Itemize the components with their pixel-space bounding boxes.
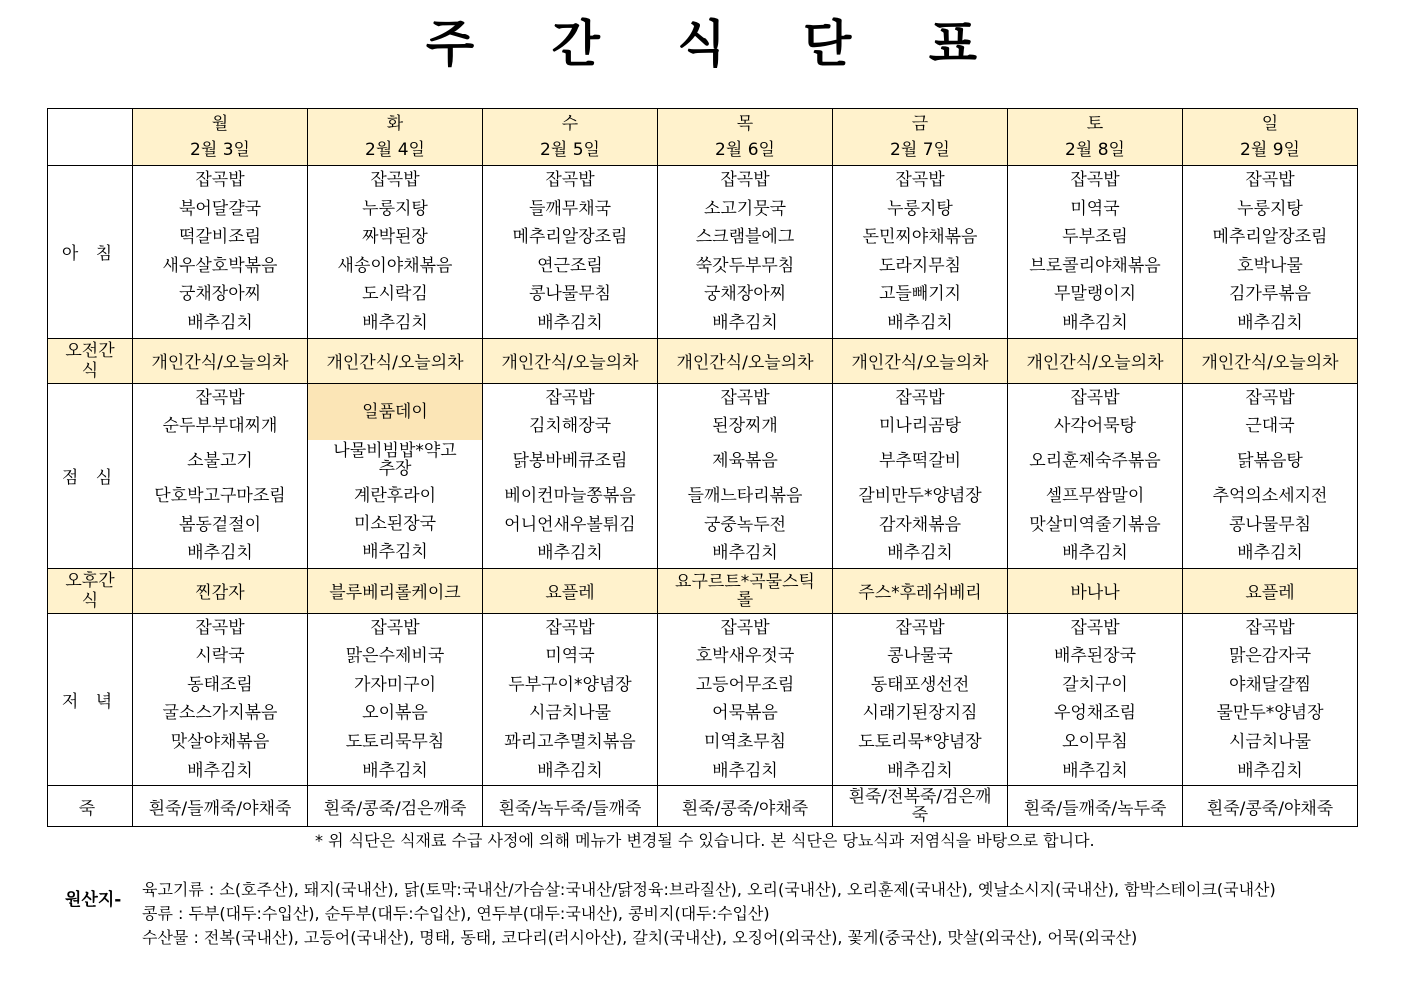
special-day-badge: 일품데이 <box>308 384 482 440</box>
menu-item: 굴소스가지볶음 <box>162 703 278 724</box>
menu-item: 잡곡밥 <box>195 617 245 638</box>
menu-item: 나물비빔밥*약고추장 <box>333 440 457 479</box>
menu-item: 잡곡밥 <box>720 617 770 638</box>
menu-item: 맑은감자국 <box>1228 646 1312 667</box>
menu-item: 배추김치 <box>887 760 953 781</box>
menu-item: 닭볶음탕 <box>1237 451 1303 472</box>
breakfast-cell <box>308 166 483 339</box>
menu-item: 무말랭이지 <box>1053 284 1137 305</box>
porridge-cell: 흰죽/들깨죽/야채죽 <box>133 786 308 827</box>
breakfast-cell <box>133 166 308 339</box>
pm-snack-cell: 요플레 <box>1183 568 1358 613</box>
menu-item: 배추김치 <box>187 312 253 333</box>
am-snack-label: 오전간식 <box>48 338 133 383</box>
menu-item: 들깨무채국 <box>528 198 612 219</box>
menu-item: 어묵볶음 <box>712 703 778 724</box>
am-snack-row <box>48 338 1358 383</box>
menu-item: 북어달걀국 <box>178 198 262 219</box>
menu-item: 동태포생선전 <box>870 674 970 695</box>
menu-item: 잡곡밥 <box>545 388 595 409</box>
menu-item: 잡곡밥 <box>1070 617 1120 638</box>
menu-item: 배추김치 <box>1237 312 1303 333</box>
menu-item: 배추김치 <box>1237 543 1303 564</box>
menu-item: 브로콜리야채볶음 <box>1029 255 1161 276</box>
menu-item: 콩나물무침 <box>528 284 612 305</box>
menu-item: 추억의소세지전 <box>1212 486 1328 507</box>
menu-item: 배추김치 <box>362 760 428 781</box>
origin-seafood: 수산물 : 전복(국내산), 고등어(국내산), 명태, 동태, 코다리(러시아산), 갈치(국내산), 오징어(외국산), 꽃게(중국산), 맛살(외국산), 어묵(외국산) <box>142 928 1138 947</box>
menu-item: 잡곡밥 <box>1245 170 1295 190</box>
menu-item: 잡곡밥 <box>1070 170 1120 190</box>
day-header: 금 2월 7일 <box>833 109 1008 166</box>
menu-item: 꽈리고추멸치볶음 <box>504 731 636 752</box>
menu-item: 봄동겉절이 <box>178 515 262 536</box>
menu-item: 계란후라이 <box>353 485 437 506</box>
pm-snack-cell: 바나나 <box>1008 568 1183 613</box>
lunch-label: 점 심 <box>48 383 133 568</box>
menu-item: 잡곡밥 <box>370 617 420 638</box>
menu-item: 배추김치 <box>712 543 778 564</box>
menu-item: 갈비만두*양념장 <box>858 486 982 507</box>
menu-item: 배추김치 <box>187 543 253 564</box>
menu-item: 미역국 <box>545 646 595 667</box>
am-snack-cell: 개인간식/오늘의차 <box>658 338 833 383</box>
menu-item: 순두부부대찌개 <box>162 416 278 437</box>
menu-item: 궁중녹두전 <box>703 515 787 536</box>
am-snack-cell: 개인간식/오늘의차 <box>308 338 483 383</box>
menu-item: 배추김치 <box>537 760 603 781</box>
menu-item: 감자채볶음 <box>878 515 962 536</box>
day-header: 수 2월 5일 <box>483 109 658 166</box>
menu-item: 미나리곰탕 <box>878 416 962 437</box>
menu-item: 고들빼기지 <box>878 284 962 305</box>
header-row <box>48 109 1358 166</box>
menu-item: 소고기뭇국 <box>703 198 787 219</box>
breakfast-cell <box>483 166 658 339</box>
menu-item: 배추된장국 <box>1053 646 1137 667</box>
menu-item: 도토리묵무침 <box>345 731 445 752</box>
menu-item: 스크램블에그 <box>695 227 795 248</box>
menu-item: 배추김치 <box>362 541 428 562</box>
pm-snack-cell: 주스*후레쉬베리 <box>833 568 1008 613</box>
page-title: 주 간 식 단 표 <box>425 15 1008 73</box>
menu-item: 배추김치 <box>712 760 778 781</box>
lunch-cell <box>308 383 483 568</box>
menu-item: 도라지무침 <box>878 255 962 276</box>
menu-item: 짜박된장 <box>362 227 428 248</box>
dinner-cell <box>658 613 833 786</box>
pm-snack-cell: 찐감자 <box>133 568 308 613</box>
day-header: 토 2월 8일 <box>1008 109 1183 166</box>
menu-item: 잡곡밥 <box>720 170 770 190</box>
breakfast-row <box>48 166 1358 339</box>
menu-item: 배추김치 <box>1237 760 1303 781</box>
porridge-row <box>48 786 1358 827</box>
lunch-row <box>48 383 1358 568</box>
am-snack-cell: 개인간식/오늘의차 <box>833 338 1008 383</box>
lunch-cell <box>833 383 1008 568</box>
lunch-cell <box>1183 383 1358 568</box>
menu-item: 누룽지탕 <box>1237 198 1303 219</box>
menu-item: 배추김치 <box>1062 760 1128 781</box>
menu-item: 배추김치 <box>537 312 603 333</box>
porridge-cell: 흰죽/콩죽/야채죽 <box>658 786 833 827</box>
menu-item: 고등어무조림 <box>695 674 795 695</box>
porridge-cell: 흰죽/콩죽/야채죽 <box>1183 786 1358 827</box>
menu-item: 잡곡밥 <box>195 388 245 409</box>
am-snack-cell: 개인간식/오늘의차 <box>1183 338 1358 383</box>
menu-item: 배추김치 <box>1062 312 1128 333</box>
menu-item: 근대국 <box>1245 416 1295 437</box>
menu-item: 배추김치 <box>537 543 603 564</box>
menu-item: 맛살야채볶음 <box>170 731 270 752</box>
menu-item: 잡곡밥 <box>1245 388 1295 409</box>
pm-snack-cell: 요구르트*곡물스틱롤 <box>658 568 833 613</box>
day-header: 화 2월 4일 <box>308 109 483 166</box>
am-snack-cell: 개인간식/오늘의차 <box>133 338 308 383</box>
menu-item: 부추떡갈비 <box>878 451 962 472</box>
breakfast-cell <box>833 166 1008 339</box>
pm-snack-row <box>48 568 1358 613</box>
menu-item: 들깨느타리볶음 <box>687 486 803 507</box>
menu-item: 콩나물무침 <box>1228 515 1312 536</box>
breakfast-cell <box>1183 166 1358 339</box>
breakfast-cell <box>658 166 833 339</box>
menu-item: 단호박고구마조림 <box>154 486 286 507</box>
lunch-cell <box>483 383 658 568</box>
menu-item: 잡곡밥 <box>1245 617 1295 638</box>
dinner-cell <box>133 613 308 786</box>
pm-snack-label: 오후간식 <box>48 568 133 613</box>
menu-item: 잡곡밥 <box>895 170 945 190</box>
menu-item: 궁채장아찌 <box>703 284 787 305</box>
menu-item: 시금치나물 <box>528 703 612 724</box>
menu-item: 배추김치 <box>1062 543 1128 564</box>
origin-list <box>142 879 1357 951</box>
menu-item: 떡갈비조림 <box>178 227 262 248</box>
menu-item: 오이볶음 <box>362 703 428 724</box>
menu-item: 누룽지탕 <box>887 198 953 219</box>
menu-item: 새우살호박볶음 <box>162 255 278 276</box>
day-header: 목 2월 6일 <box>658 109 833 166</box>
dinner-cell <box>833 613 1008 786</box>
menu-item: 배추김치 <box>887 543 953 564</box>
dinner-row <box>48 613 1358 786</box>
menu-item: 두부구이*양념장 <box>508 674 632 695</box>
porridge-cell: 흰죽/들깨죽/녹두죽 <box>1008 786 1183 827</box>
day-header: 일 2월 9일 <box>1183 109 1358 166</box>
menu-item: 시금치나물 <box>1228 731 1312 752</box>
menu-item: 두부조림 <box>1062 227 1128 248</box>
lunch-cell <box>658 383 833 568</box>
menu-item: 배추김치 <box>712 312 778 333</box>
menu-item: 배추김치 <box>362 312 428 333</box>
menu-item: 잡곡밥 <box>545 170 595 190</box>
menu-item: 잡곡밥 <box>720 388 770 409</box>
dinner-cell <box>1183 613 1358 786</box>
am-snack-cell: 개인간식/오늘의차 <box>483 338 658 383</box>
lunch-cell <box>133 383 308 568</box>
menu-item: 도시락김 <box>362 284 428 305</box>
header-corner <box>48 109 133 166</box>
menu-change-notice: * 위 식단은 식재료 수급 사정에 의해 메뉴가 변경될 수 있습니다. 본 식단은 당뇨식과 저염식을 바탕으로 합니다. <box>315 831 1095 850</box>
menu-item: 연근조림 <box>537 255 603 276</box>
day-header: 월 2월 3일 <box>133 109 308 166</box>
origin-label: 원산지- <box>65 890 122 910</box>
porridge-cell: 흰죽/콩죽/검은깨죽 <box>308 786 483 827</box>
menu-item: 배추김치 <box>887 312 953 333</box>
menu-item: 오리훈제숙주볶음 <box>1029 451 1161 472</box>
menu-item: 야채달걀찜 <box>1228 674 1312 695</box>
dinner-cell <box>308 613 483 786</box>
menu-item: 새송이야채볶음 <box>337 255 453 276</box>
menu-item: 호박나물 <box>1237 255 1303 276</box>
dinner-cell <box>1008 613 1183 786</box>
porridge-cell: 흰죽/전복죽/검은깨죽 <box>833 786 1008 827</box>
pm-snack-cell: 요플레 <box>483 568 658 613</box>
menu-item: 갈치구이 <box>1062 674 1128 695</box>
menu-item: 잡곡밥 <box>545 617 595 638</box>
pm-snack-cell: 블루베리롤케이크 <box>308 568 483 613</box>
porridge-label: 죽 <box>48 786 133 827</box>
menu-item: 궁채장아찌 <box>178 284 262 305</box>
menu-item: 잡곡밥 <box>195 170 245 190</box>
menu-item: 메추리알장조림 <box>512 227 628 248</box>
menu-item: 배추김치 <box>187 760 253 781</box>
menu-item: 누룽지탕 <box>362 198 428 219</box>
menu-item: 김가루볶음 <box>1228 284 1312 305</box>
menu-item: 시락국 <box>195 646 245 667</box>
menu-item: 시래기된장지짐 <box>862 703 978 724</box>
menu-item: 맛살미역줄기볶음 <box>1029 515 1161 536</box>
breakfast-label: 아 침 <box>48 166 133 339</box>
menu-item: 가자미구이 <box>353 674 437 695</box>
weekly-menu-table <box>47 108 1358 827</box>
menu-item: 미역국 <box>1070 198 1120 219</box>
menu-item: 미소된장국 <box>353 513 437 534</box>
menu-item: 물만두*양념장 <box>1216 703 1324 724</box>
breakfast-cell <box>1008 166 1183 339</box>
menu-item: 미역초무침 <box>703 731 787 752</box>
menu-item: 셀프무쌈말이 <box>1045 486 1145 507</box>
menu-item: 잡곡밥 <box>1070 388 1120 409</box>
menu-item: 돈민찌야채볶음 <box>862 227 978 248</box>
origin-beans: 콩류 : 두부(대두:수입산), 순두부(대두:수입산), 연두부(대두:국내산), 콩비지(대두:수입산) <box>142 904 770 923</box>
menu-item: 도토리묵*양념장 <box>858 731 982 752</box>
menu-item: 소불고기 <box>187 451 253 472</box>
dinner-label: 저 녁 <box>48 613 133 786</box>
menu-item: 우엉채조림 <box>1053 703 1137 724</box>
menu-item: 제육볶음 <box>712 451 778 472</box>
menu-item: 오이무침 <box>1062 731 1128 752</box>
menu-item: 닭봉바베큐조림 <box>512 451 628 472</box>
menu-item: 호박새우젓국 <box>695 646 795 667</box>
am-snack-cell: 개인간식/오늘의차 <box>1008 338 1183 383</box>
menu-item: 어니언새우볼튀김 <box>504 515 636 536</box>
menu-item: 사각어묵탕 <box>1053 416 1137 437</box>
menu-item: 쑥갓두부무침 <box>695 255 795 276</box>
lunch-cell <box>1008 383 1183 568</box>
menu-item: 된장찌개 <box>712 416 778 437</box>
menu-item: 잡곡밥 <box>895 617 945 638</box>
dinner-cell <box>483 613 658 786</box>
menu-item: 김치해장국 <box>528 416 612 437</box>
menu-item: 동태조림 <box>187 674 253 695</box>
menu-item: 잡곡밥 <box>895 388 945 409</box>
menu-item: 잡곡밥 <box>370 170 420 190</box>
menu-item: 맑은수제비국 <box>345 646 445 667</box>
menu-item: 메추리알장조림 <box>1212 227 1328 248</box>
porridge-cell: 흰죽/녹두죽/들깨죽 <box>483 786 658 827</box>
menu-item: 베이컨마늘쫑볶음 <box>504 486 636 507</box>
origin-meat: 육고기류 : 소(호주산), 돼지(국내산), 닭(토막:국내산/가슴살:국내산/닭정육:브라질산), 오리(국내산), 오리훈제(국내산), 옛날소시지(국내산), 함박스테이크(국내산) <box>142 880 1276 899</box>
menu-item: 콩나물국 <box>887 646 953 667</box>
